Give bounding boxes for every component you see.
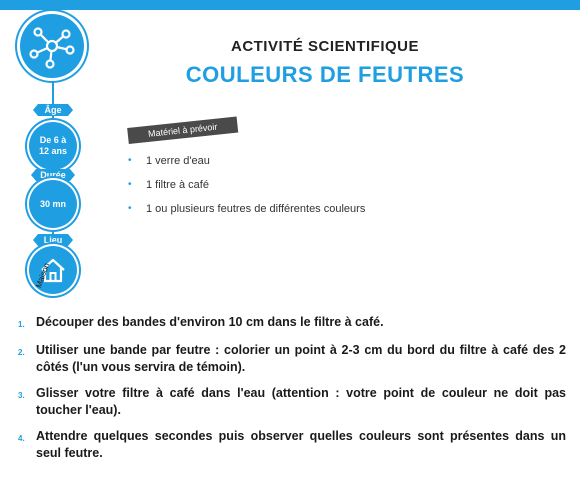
- step-text: Utiliser une bande par feutre : colorier un point à 2-3 cm du bord du filtre à café des 2 côtés (l'un vous servira de témoin).: [36, 343, 566, 374]
- duration-value-circle: [29, 180, 77, 228]
- place-label: Lieu: [38, 234, 68, 246]
- age-value-line2: 12 ans: [38, 146, 68, 156]
- step-item: [18, 385, 566, 419]
- step-number: 1.: [18, 320, 25, 329]
- place-value: Maison: [34, 261, 52, 290]
- materials-list: [128, 154, 365, 226]
- page-title: COULEURS DE FEUTRES: [185, 62, 465, 87]
- age-label: Âge: [38, 104, 68, 116]
- list-item: • 1 ou plusieurs feutres de différentes couleurs: [128, 202, 365, 226]
- materials-label: Matériel à prévoir: [127, 117, 238, 144]
- step-text: Découper des bandes d'environ 10 cm dans le filtre à café.: [36, 315, 384, 329]
- top-accent-bar: [0, 0, 580, 10]
- bullet-icon: •: [128, 179, 132, 190]
- list-item: • 1 verre d'eau: [128, 154, 365, 178]
- step-text: Attendre quelques secondes puis observer quelles couleurs sont présentes dans un seul feutre.: [36, 429, 566, 460]
- steps-list: [18, 314, 566, 471]
- step-number: 4.: [18, 434, 25, 443]
- step-number: 2.: [18, 348, 25, 357]
- bullet-icon: •: [128, 155, 132, 166]
- bullet-icon: •: [128, 203, 132, 214]
- duration-value: 30 mn: [39, 198, 66, 209]
- activity-icon-circle: [20, 14, 84, 78]
- step-item: [18, 314, 566, 333]
- step-item: [18, 428, 566, 462]
- molecule-network-icon: [20, 14, 84, 78]
- step-item: [18, 342, 566, 376]
- age-value-line1: De 6 à: [39, 135, 67, 145]
- step-number: 3.: [18, 391, 25, 400]
- duration-label: Durée: [36, 169, 70, 181]
- list-item: • 1 filtre à café: [128, 178, 365, 202]
- page-subtitle: ACTIVITÉ SCIENTIFIQUE: [230, 38, 419, 55]
- step-text: Glisser votre filtre à café dans l'eau (attention : votre point de couleur ne doit pas toucher l'eau).: [36, 386, 566, 417]
- age-value-circle: [29, 122, 77, 170]
